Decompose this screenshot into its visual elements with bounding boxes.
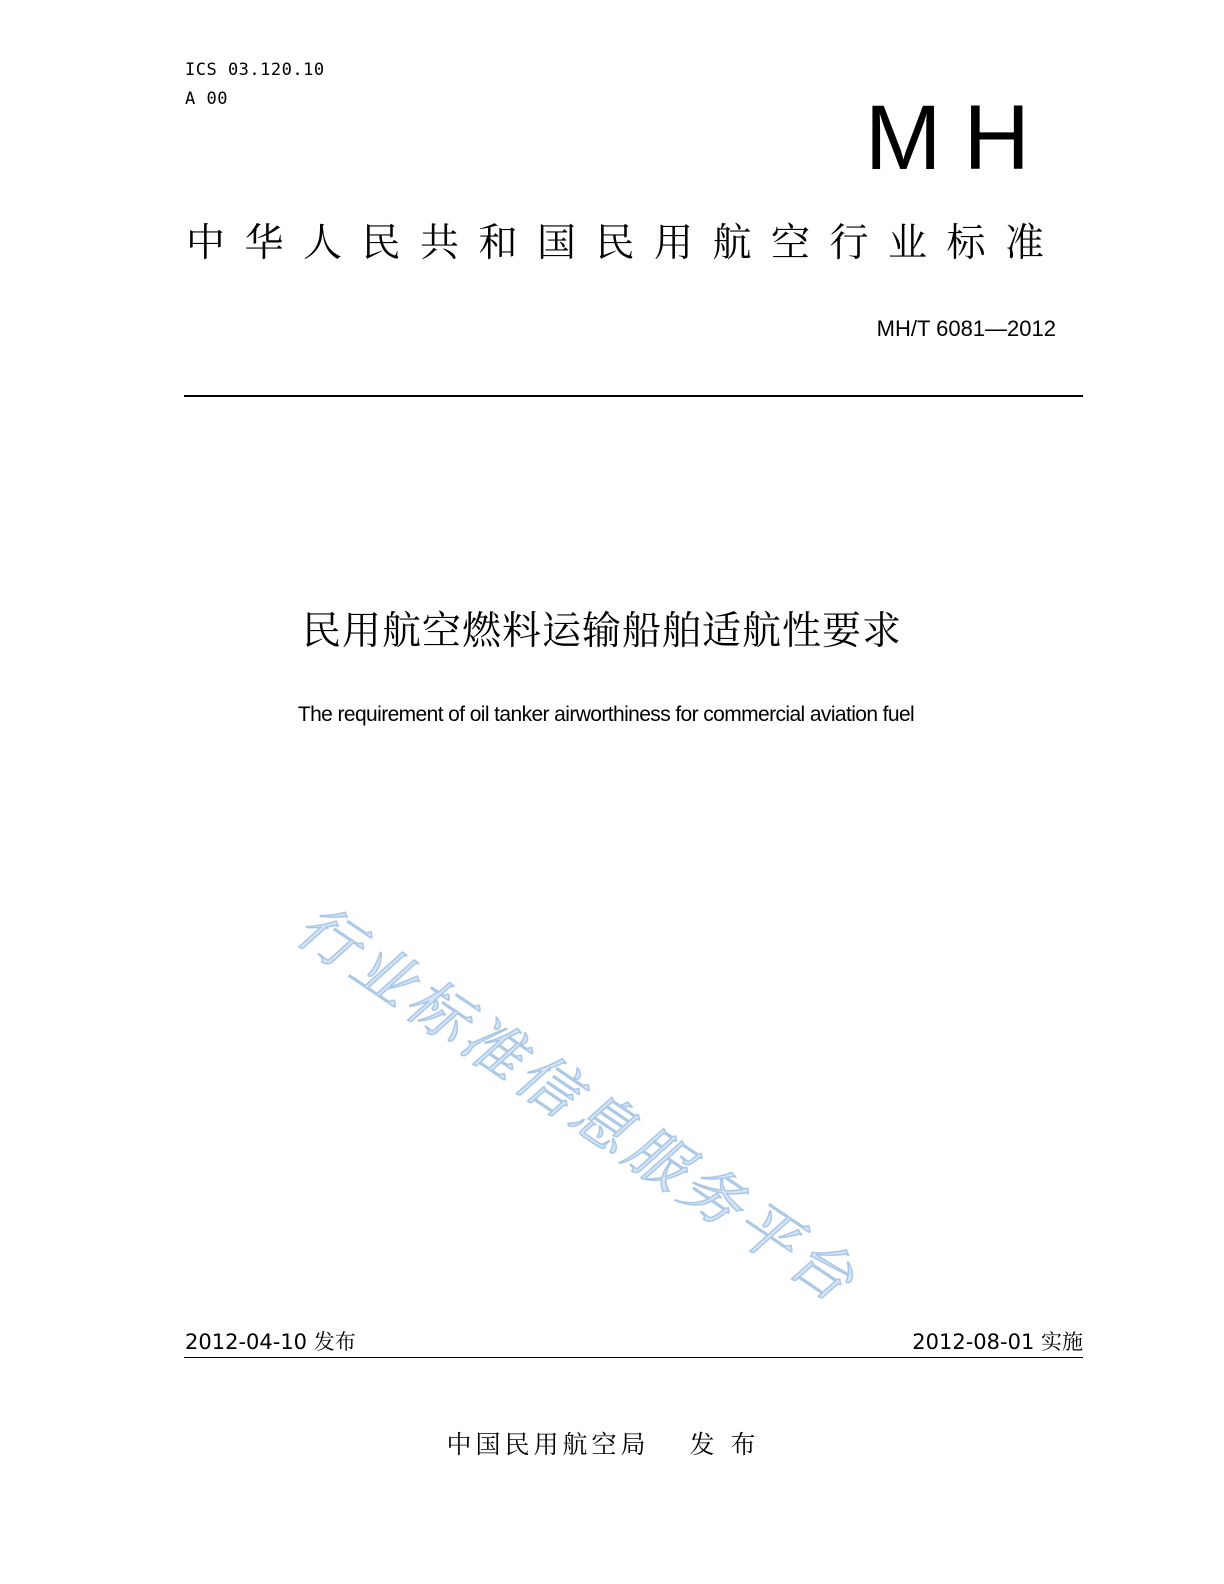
issuer-name: 中国民用航空局 xyxy=(446,1430,650,1459)
implementation-date: 2012-08-01 实施 xyxy=(912,1330,1083,1354)
classification-code: A 00 xyxy=(185,89,228,109)
standard-number: MH/T 6081—2012 xyxy=(876,316,1056,341)
issue-date: 2012-04-10 发布 xyxy=(185,1330,356,1354)
standard-category-title: 中华人民共和国民用航空行业标准 xyxy=(186,221,1064,266)
issuer-line xyxy=(0,1428,1224,1462)
mh-logo: MH xyxy=(864,87,1052,189)
bottom-divider xyxy=(184,1357,1083,1358)
watermark: 行业标准信息服务平台 xyxy=(283,891,871,1319)
ics-code: ICS 03.120.10 xyxy=(185,60,325,80)
issuer-action: 发布 xyxy=(689,1430,772,1459)
top-divider xyxy=(184,395,1083,397)
document-title-cn: 民用航空燃料运输船舶适航性要求 xyxy=(301,609,902,654)
document-title-en: The requirement of oil tanker airworthiness for commercial aviation fuel xyxy=(297,703,915,726)
